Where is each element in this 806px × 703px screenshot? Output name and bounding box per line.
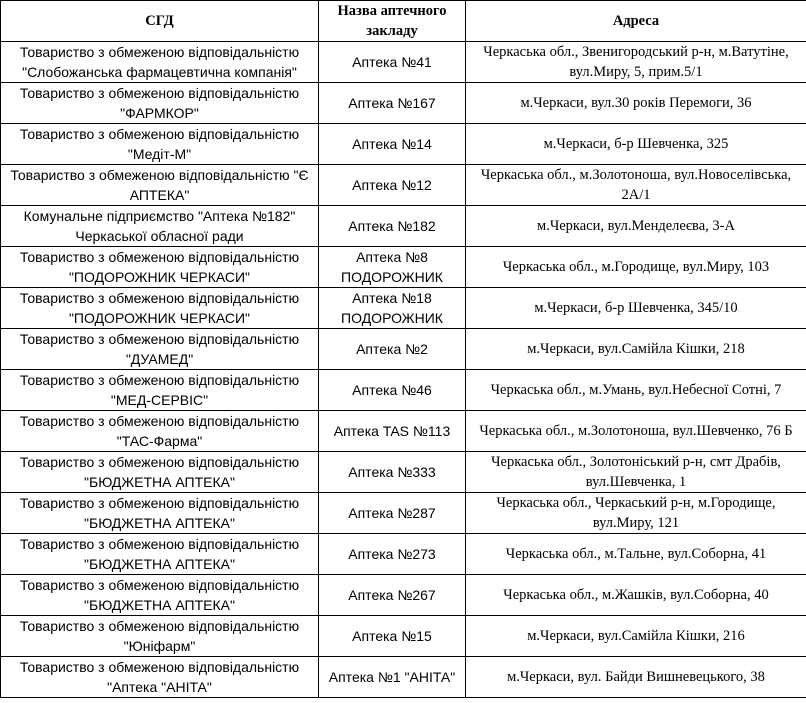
cell-address: Черкаська обл., м.Золотоноша, вул.Новоселівська, 2А/1: [466, 165, 806, 206]
cell-entity: Товариство з обмеженою відповідальністю "Юніфарм": [1, 616, 319, 657]
cell-entity: Товариство з обмеженою відповідальністю "БЮДЖЕТНА АПТЕКА": [1, 493, 319, 534]
table-row: [1, 534, 806, 575]
table-row: [1, 247, 806, 288]
cell-entity: Товариство з обмеженою відповідальністю "ТАС-Фарма": [1, 411, 319, 452]
cell-entity: Товариство з обмеженою відповідальністю "БЮДЖЕТНА АПТЕКА": [1, 575, 319, 616]
table-row: [1, 575, 806, 616]
header-pharmacy: Назва аптечного закладу: [319, 1, 466, 42]
cell-address: Черкаська обл., м.Тальне, вул.Соборна, 41: [466, 534, 806, 575]
cell-pharmacy: Аптека №1 "АНІТА": [319, 657, 466, 698]
cell-entity: Товариство з обмеженою відповідальністю "ФАРМКОР": [1, 83, 319, 124]
header-address: Адреса: [466, 1, 806, 42]
cell-entity: Товариство з обмеженою відповідальністю "ДУАМЕД": [1, 329, 319, 370]
cell-address: Черкаська обл., Черкаський р-н, м.Городище, вул.Миру, 121: [466, 493, 806, 534]
cell-address: м.Черкаси, вул.30 років Перемоги, 36: [466, 83, 806, 124]
cell-entity: Товариство з обмеженою відповідальністю "БЮДЖЕТНА АПТЕКА": [1, 452, 319, 493]
cell-address: м.Черкаси, б-р Шевченка, 325: [466, 124, 806, 165]
cell-entity: Товариство з обмеженою відповідальністю "Є АПТЕКА": [1, 165, 319, 206]
cell-entity: Товариство з обмеженою відповідальністю "ПОДОРОЖНИК ЧЕРКАСИ": [1, 288, 319, 329]
table-row: [1, 288, 806, 329]
cell-address: Черкаська обл., Золотоніський р-н, смт Драбів, вул.Шевченка, 1: [466, 452, 806, 493]
cell-pharmacy: Аптека №167: [319, 83, 466, 124]
cell-address: м.Черкаси, вул.Самійла Кішки, 216: [466, 616, 806, 657]
table-row: [1, 493, 806, 534]
table-row: [1, 452, 806, 493]
cell-address: Черкаська обл., м.Умань, вул.Небесної Сотні, 7: [466, 370, 806, 411]
header-entity: СГД: [1, 1, 319, 42]
cell-address: Черкаська обл., м.Городище, вул.Миру, 103: [466, 247, 806, 288]
cell-entity: Товариство з обмеженою відповідальністю "Слобожанська фармацевтична компанія": [1, 42, 319, 83]
cell-address: м.Черкаси, вул. Байди Вишневецького, 38: [466, 657, 806, 698]
cell-pharmacy: Аптека TAS №113: [319, 411, 466, 452]
table-row: [1, 165, 806, 206]
table-row: [1, 83, 806, 124]
cell-entity: Товариство з обмеженою відповідальністю "Аптека "АНІТА": [1, 657, 319, 698]
cell-address: м.Черкаси, вул.Менделеєва, 3-А: [466, 206, 806, 247]
cell-pharmacy: Аптека №2: [319, 329, 466, 370]
cell-pharmacy: Аптека №41: [319, 42, 466, 83]
cell-entity: Товариство з обмеженою відповідальністю "Медіт-М": [1, 124, 319, 165]
cell-pharmacy: Аптека №8 ПОДОРОЖНИК: [319, 247, 466, 288]
table-row: [1, 411, 806, 452]
table-row: [1, 370, 806, 411]
cell-pharmacy: Аптека №267: [319, 575, 466, 616]
cell-address: м.Черкаси, вул.Самійла Кішки, 218: [466, 329, 806, 370]
cell-pharmacy: Аптека №18 ПОДОРОЖНИК: [319, 288, 466, 329]
cell-pharmacy: Аптека №12: [319, 165, 466, 206]
cell-entity: Товариство з обмеженою відповідальністю "ПОДОРОЖНИК ЧЕРКАСИ": [1, 247, 319, 288]
cell-address: Черкаська обл., м.Золотоноша, вул.Шевченко, 76 Б: [466, 411, 806, 452]
cell-pharmacy: Аптека №182: [319, 206, 466, 247]
table-row: [1, 657, 806, 698]
table-row: [1, 329, 806, 370]
cell-entity: Комунальне підприємство "Аптека №182" Черкаської обласної ради: [1, 206, 319, 247]
cell-entity: Товариство з обмеженою відповідальністю "БЮДЖЕТНА АПТЕКА": [1, 534, 319, 575]
cell-address: м.Черкаси, б-р Шевченка, 345/10: [466, 288, 806, 329]
header-row: [1, 1, 806, 42]
table-row: [1, 206, 806, 247]
cell-pharmacy: Аптека №333: [319, 452, 466, 493]
table-row: [1, 124, 806, 165]
cell-address: Черкаська обл., Звенигородський р-н, м.Ватутіне, вул.Миру, 5, прим.5/1: [466, 42, 806, 83]
cell-address: Черкаська обл., м.Жашків, вул.Соборна, 40: [466, 575, 806, 616]
cell-pharmacy: Аптека №15: [319, 616, 466, 657]
cell-pharmacy: Аптека №273: [319, 534, 466, 575]
cell-entity: Товариство з обмеженою відповідальністю "МЕД-СЕРВІС": [1, 370, 319, 411]
cell-pharmacy: Аптека №14: [319, 124, 466, 165]
table-row: [1, 42, 806, 83]
table-row: [1, 616, 806, 657]
cell-pharmacy: Аптека №46: [319, 370, 466, 411]
cell-pharmacy: Аптека №287: [319, 493, 466, 534]
